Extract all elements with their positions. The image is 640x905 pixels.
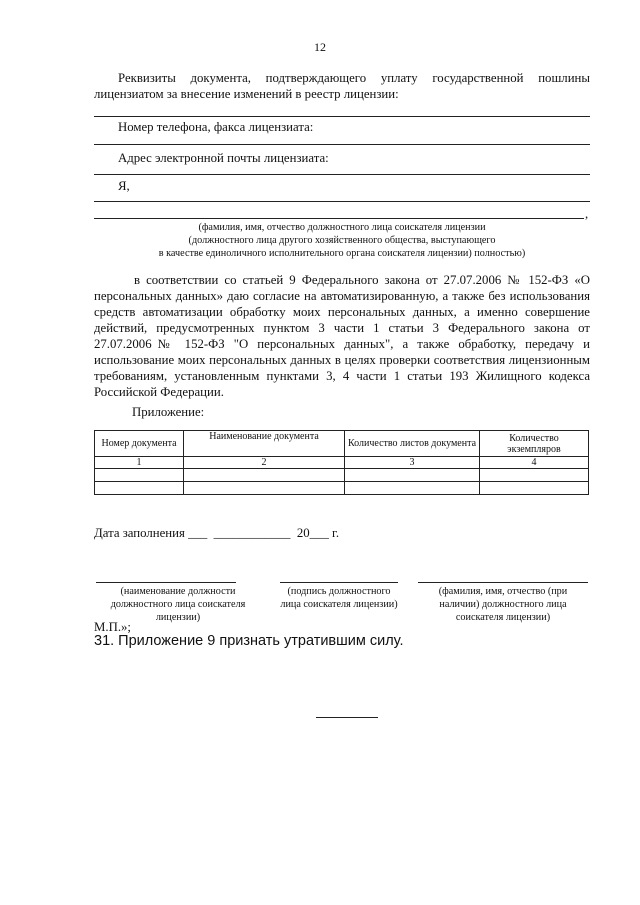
signature-caption: (подпись должностного лица соискателя лицензии) [280,586,398,610]
stamp-label: М.П.»; [94,620,131,634]
signature-line [280,582,398,583]
table-header-cell: Количество экземпляров [480,431,589,457]
name-caption-line: (должностного лица другого хозяйственного общества, выступающего [188,235,496,246]
fullname-caption: (фамилия, имя, отчество (при наличии) должностного лица соискателя лицензии) [438,586,568,623]
position-caption: (наименование должности должностного лица соискателя лицензии) [110,586,246,623]
table-header-cell: Количество листов документа [345,431,480,457]
table-header-row [95,431,589,457]
table-row [95,482,589,495]
table-cell[interactable] [345,469,480,482]
position-line [96,582,236,583]
year-blank[interactable]: ___ [309,526,329,540]
table-cell[interactable] [184,482,345,495]
table-number-cell: 4 [480,457,589,469]
table-number-row [95,457,589,469]
name-comma: , [585,207,589,221]
table-cell[interactable] [95,482,184,495]
email-label: Адрес электронной почты лицензиата: [118,151,329,165]
appendix-label: Приложение: [132,405,205,419]
year-suffix: г. [332,526,340,540]
date-blank[interactable]: ___ ____________ [188,526,291,540]
end-separator [316,717,378,718]
table-cell[interactable] [184,469,345,482]
table-number-cell: 2 [184,457,345,469]
phone-line [94,144,590,145]
table-number-cell: 1 [95,457,184,469]
year-prefix: 20 [296,526,310,540]
item-31: 31. Приложение 9 признать утратившим силу. [94,633,404,649]
table-cell[interactable] [345,482,480,495]
table-row [95,469,589,482]
requisites-line [94,116,590,117]
date-label: Дата заполнения [94,526,185,540]
table-cell[interactable] [480,482,589,495]
appendix-table [94,430,589,495]
email-line [94,174,590,175]
name-caption-line: (фамилия, имя, отчество должностного лица соискателя лицензии [198,222,486,233]
table-cell[interactable] [480,469,589,482]
consent-paragraph: в соответствии со статьей 9 Федерального закона от 27.07.2006 № 152-ФЗ «О персональных данных» даю согласие на автоматизированную, а также без использования средств автоматизации обработку моих персональных данных, а именно совершение действий, предусмотренных пунктом 3 части 1 статьи 3 Федерального закона от 27.07.2006№ 152-ФЗ "О персональных данных", а также обработку, передачу и использование моих персональных данных в целях проверки соответствия лицензионным требованиям, установленным пунктами 3, 4 части 1 статьи 193 Жилищного кодекса Российской Федерации. [94,273,590,399]
table-header-cell: Номер документа [95,431,184,457]
i-label: Я, [118,179,130,193]
table-cell[interactable] [95,469,184,482]
table-header-cell: Наименование документа [184,431,345,457]
requisites-paragraph: Реквизиты документа, подтверждающего уплату государственной пошлины лицензиатом за внесение изменений в реестр лицензии: [94,71,590,101]
table-number-cell: 3 [345,457,480,469]
fullname-line [418,582,588,583]
name-caption [94,221,590,260]
name-line-2 [94,218,584,219]
page-number: 12 [314,40,326,54]
phone-label: Номер телефона, факса лицензиата: [118,120,314,134]
name-caption-line: в качестве единоличного исполнительного органа соискателя лицензии) полностью) [158,248,526,259]
name-line-1 [94,201,590,202]
date-line [94,525,339,541]
